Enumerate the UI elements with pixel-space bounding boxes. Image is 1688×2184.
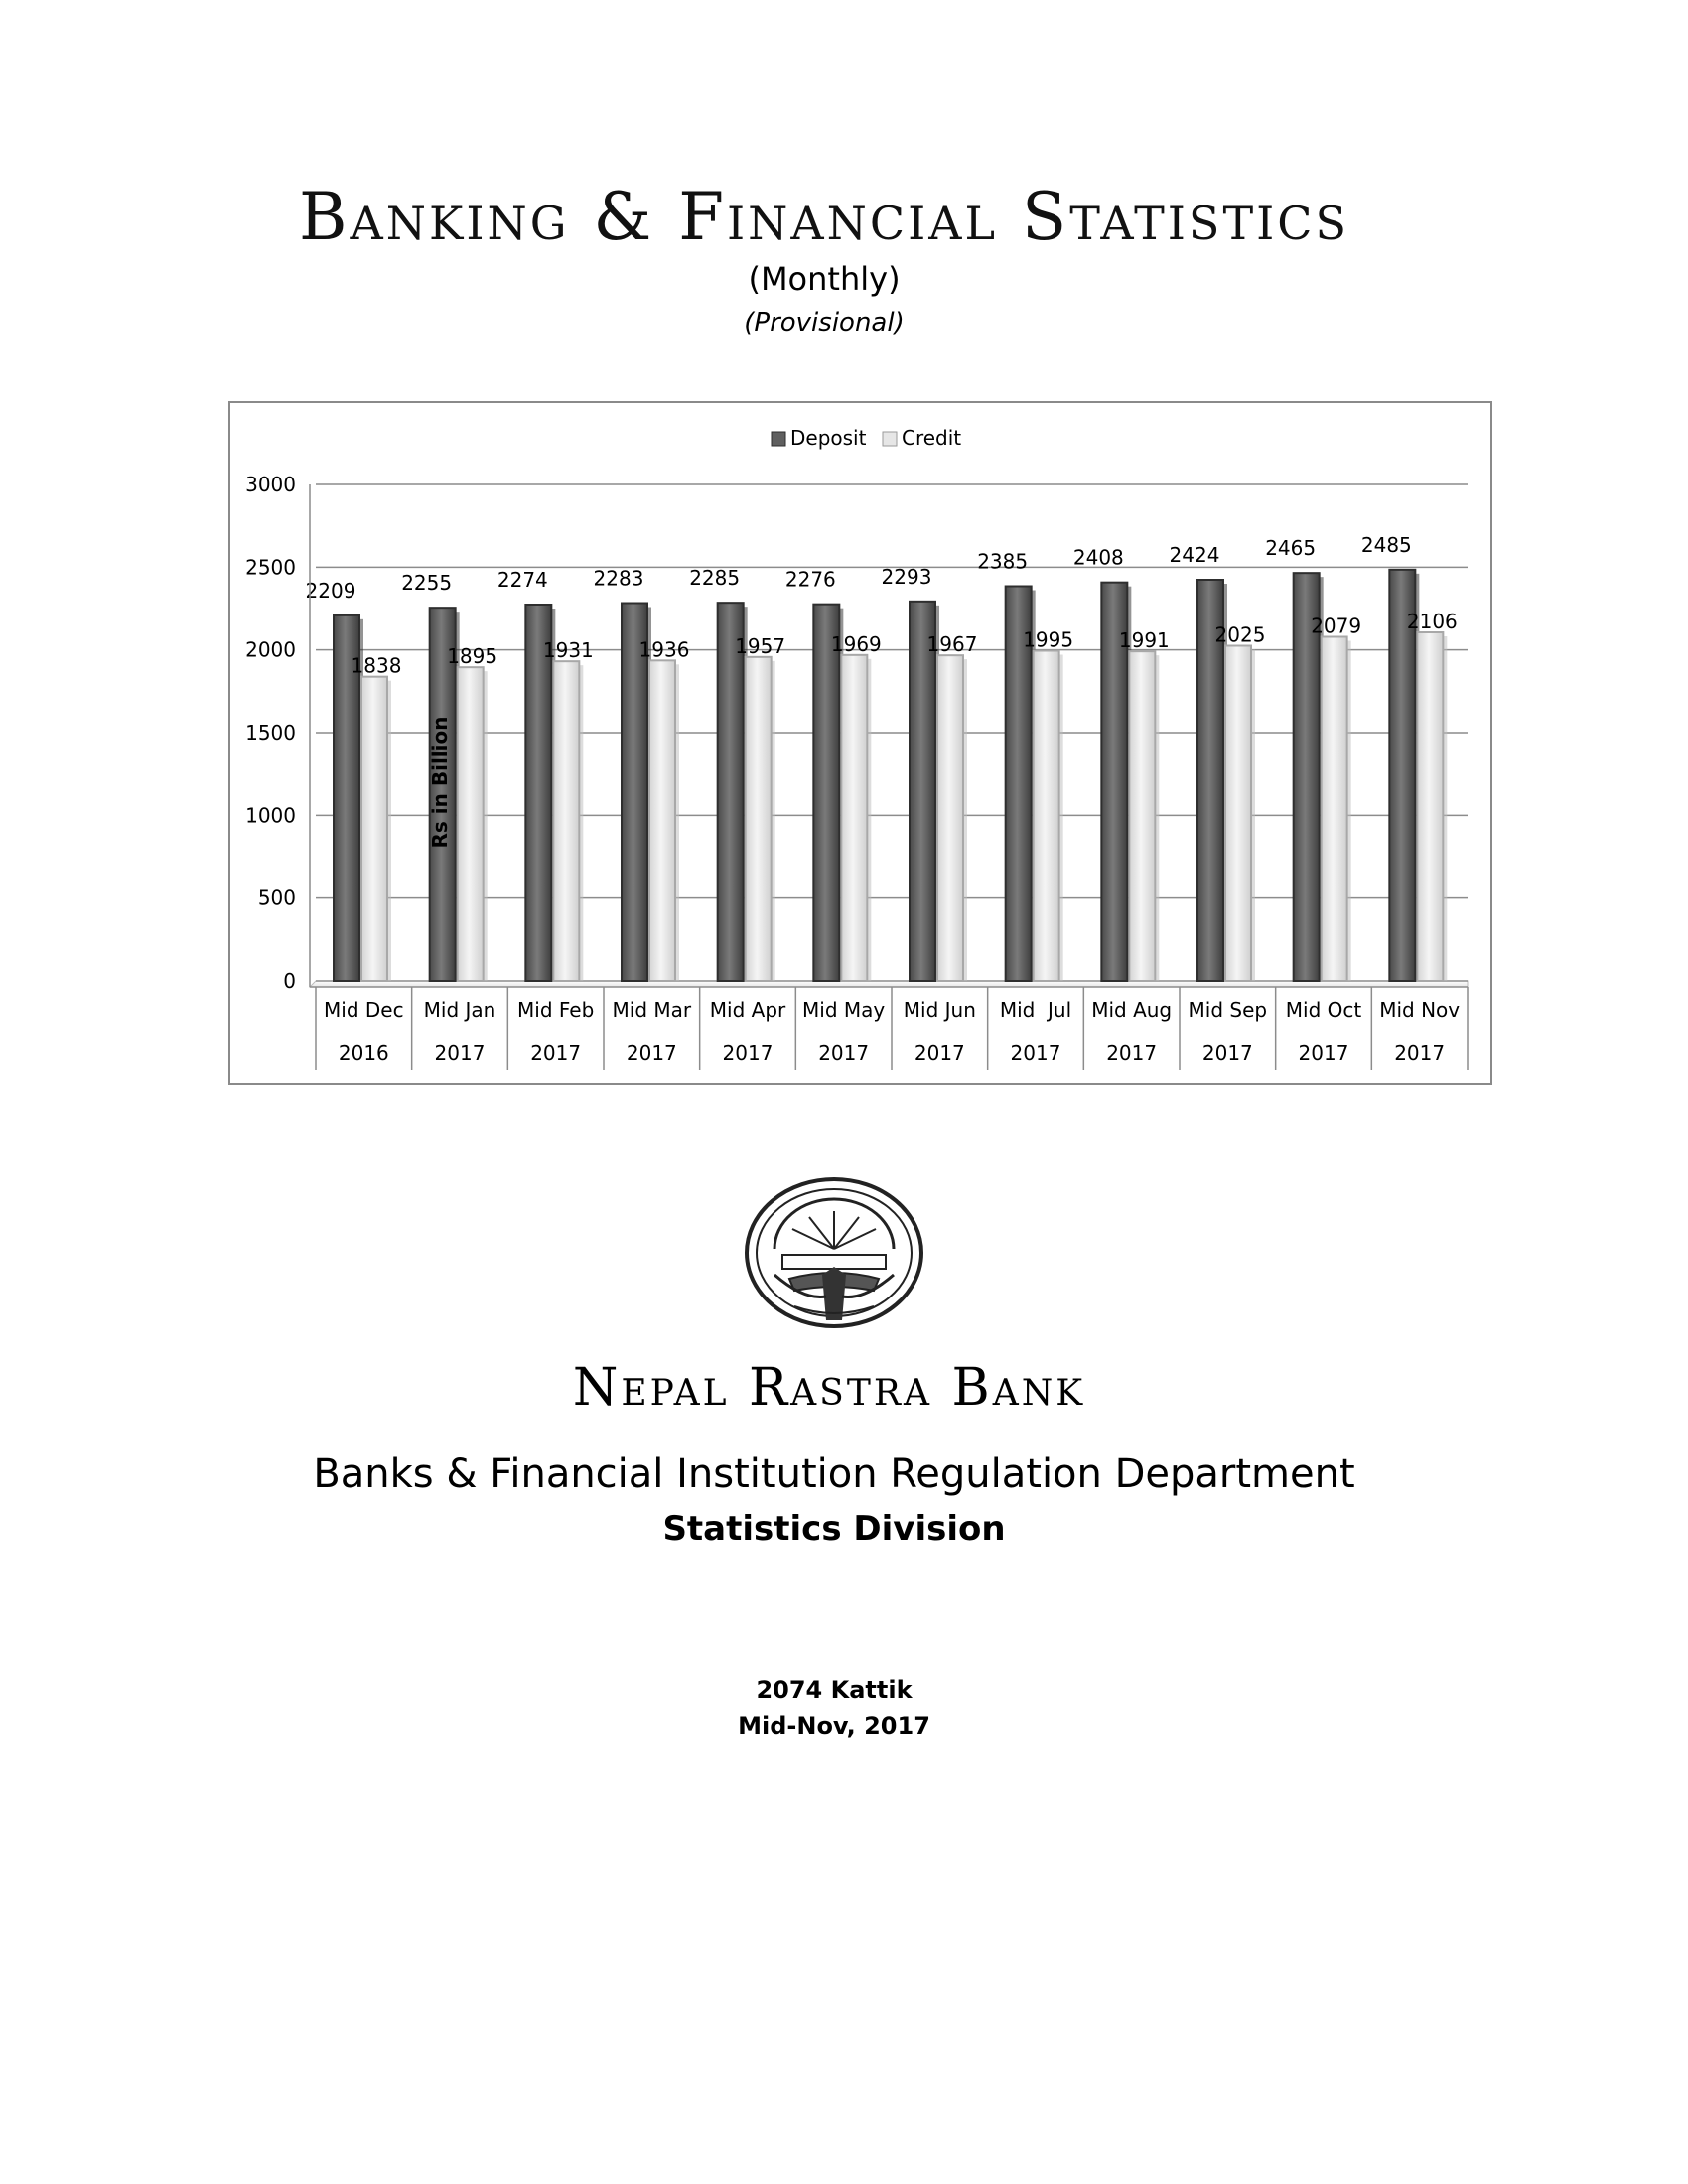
x-tick-label: Mid Dec [324, 998, 404, 1022]
credit-bar [361, 677, 387, 981]
x-tick-label: Mid Apr [709, 998, 786, 1022]
legend-deposit-label: Deposit [790, 426, 867, 450]
y-tick-label: 2000 [245, 637, 296, 662]
credit-bar [1322, 637, 1347, 982]
deposit-value-label: 2285 [689, 566, 741, 591]
y-tick-label: 2500 [245, 555, 296, 580]
credit-value-label: 2106 [1406, 610, 1458, 633]
credit-bar [841, 655, 867, 981]
deposit-credit-chart [230, 403, 1490, 1083]
x-tick-year-label: 2017 [1394, 1041, 1446, 1065]
credit-value-label: 1967 [926, 632, 978, 657]
x-tick-label: Mid Oct [1285, 998, 1362, 1022]
chart-bars [334, 567, 1447, 981]
page-subtitle: (Monthly) [748, 260, 901, 298]
credit-bar [649, 660, 675, 981]
credit-bar [1034, 651, 1059, 982]
deposit-value-label: 2408 [1072, 545, 1124, 570]
x-tick-year-label: 2017 [818, 1041, 870, 1065]
y-tick-label: 3000 [245, 473, 296, 496]
x-tick-year-label: 2017 [434, 1041, 486, 1065]
x-tick-year-label: 2017 [530, 1041, 582, 1065]
credit-bar [458, 667, 484, 981]
report-date: Mid-Nov, 2017 [738, 1712, 930, 1740]
x-tick-label: Mid Aug [1091, 998, 1173, 1022]
deposit-bar [910, 602, 935, 981]
chart-container [228, 401, 1492, 1085]
credit-value-label: 2025 [1214, 622, 1266, 647]
credit-bar [746, 657, 772, 981]
credit-value-label: 1957 [735, 633, 786, 658]
x-tick-year-label: 2017 [1298, 1041, 1349, 1065]
deposit-value-label: 2485 [1360, 532, 1412, 557]
x-tick-label: Mid Feb [517, 998, 595, 1022]
x-tick-year-label: 2017 [1201, 1041, 1253, 1065]
division-name: Statistics Division [662, 1509, 1006, 1549]
deposit-value-label: 2276 [784, 567, 836, 592]
credit-value-label: 1895 [447, 644, 498, 669]
legend-credit-label: Credit [902, 426, 962, 450]
credit-value-label: 2079 [1311, 614, 1362, 638]
x-tick-label: Mid Mar [612, 998, 692, 1022]
y-tick-label: 500 [257, 886, 296, 910]
deposit-value-label: 2465 [1265, 536, 1317, 561]
provisional-note: (Provisional) [744, 308, 905, 338]
y-axis-label: Rs in Billion [428, 716, 452, 849]
x-tick-label: Mid Jul [999, 998, 1072, 1022]
x-tick-year-label: 2017 [1106, 1041, 1158, 1065]
credit-value-label: 1931 [542, 638, 594, 663]
x-tick-year-label: 2017 [914, 1041, 965, 1065]
x-tick-label: Mid Sep [1188, 998, 1268, 1022]
x-tick-label: Mid Nov [1379, 998, 1461, 1022]
deposit-value-label: 2274 [496, 568, 548, 592]
deposit-value-label: 2283 [593, 566, 644, 591]
credit-value-label: 1991 [1118, 628, 1170, 653]
x-tick-label: Mid May [802, 998, 886, 1022]
credit-value-label: 1838 [351, 653, 402, 678]
deposit-value-label: 2385 [977, 549, 1029, 574]
y-tick-label: 1500 [245, 721, 296, 745]
deposit-bar [813, 605, 839, 981]
deposit-value-label: 2293 [881, 564, 932, 589]
x-tick-year-label: 2017 [626, 1041, 677, 1065]
department-name: Banks & Financial Institution Regulation Department [313, 1451, 1355, 1497]
credit-value-label: 1936 [638, 637, 690, 662]
deposit-value-label: 2255 [401, 571, 453, 596]
nrb-seal-logo [735, 1171, 933, 1340]
nepali-date: 2074 Kattik [756, 1676, 913, 1704]
credit-value-label: 1995 [1023, 627, 1074, 652]
credit-bar [1225, 646, 1251, 982]
credit-bar [1417, 632, 1443, 981]
credit-bar [1129, 651, 1155, 981]
x-tick-year-label: 2016 [338, 1041, 389, 1065]
x-tick-label: Mid Jun [903, 998, 976, 1022]
credit-bar [553, 661, 579, 981]
deposit-value-label: 2209 [305, 578, 356, 603]
legend-credit-swatch [883, 432, 897, 446]
credit-bar [937, 655, 963, 981]
y-tick-label: 1000 [245, 803, 296, 828]
credit-value-label: 1969 [830, 631, 882, 656]
deposit-value-label: 2424 [1169, 543, 1220, 567]
x-tick-year-label: 2017 [722, 1041, 774, 1065]
legend-deposit-swatch [772, 432, 785, 446]
page-title: Banking & Financial Statistics [298, 179, 1350, 255]
y-tick-label: 0 [283, 969, 296, 993]
chart-legend [772, 426, 961, 450]
x-tick-year-label: 2017 [1010, 1041, 1061, 1065]
deposit-bar [718, 603, 744, 981]
organization-name: Nepal Rastra Bank [572, 1358, 1086, 1418]
x-tick-label: Mid Jan [423, 998, 496, 1022]
chart-data-labels [306, 533, 1458, 678]
